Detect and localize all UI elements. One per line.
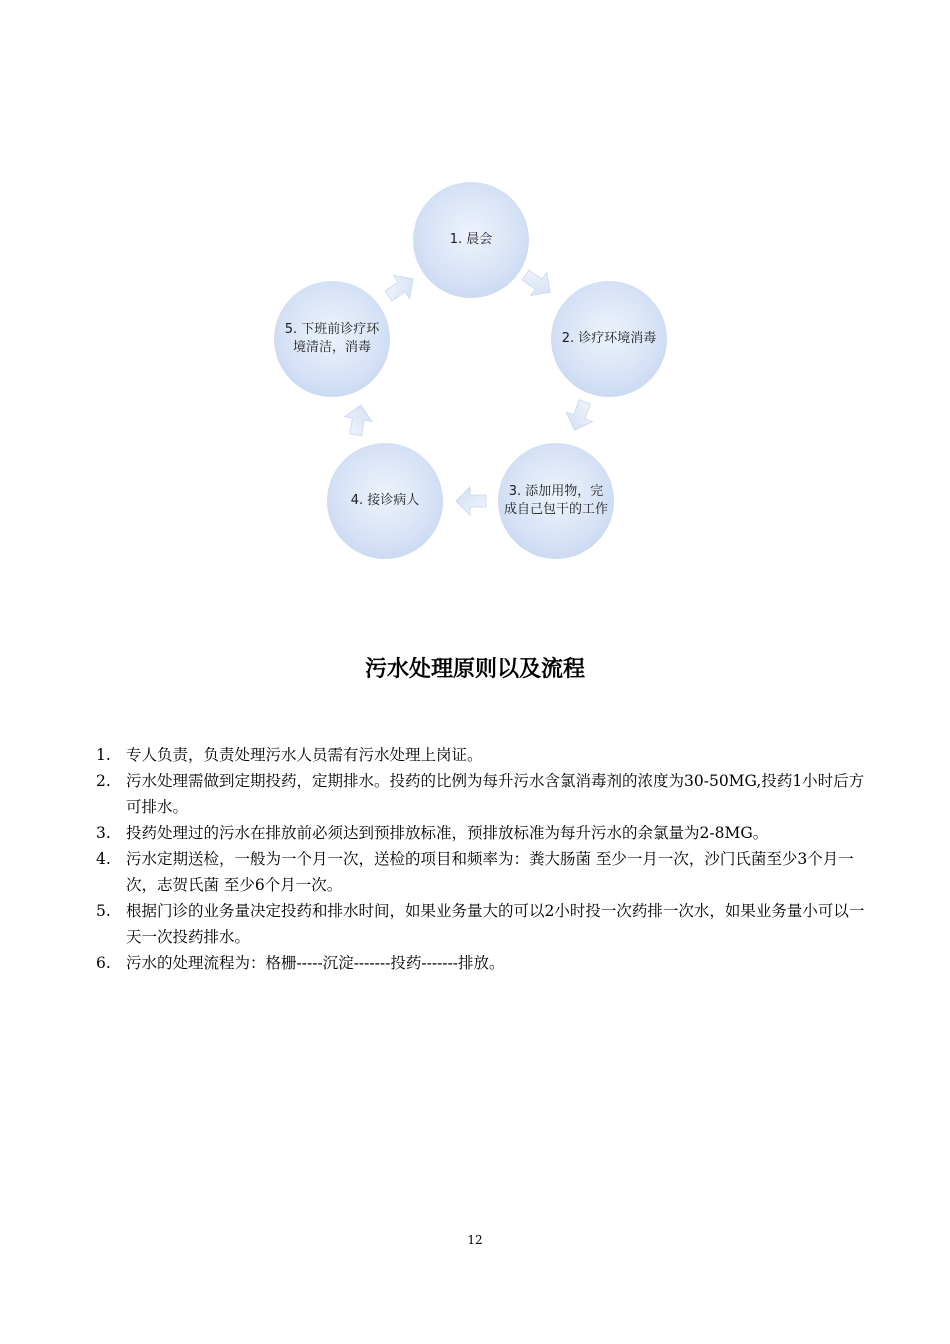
arrow-3-to-4 <box>456 487 486 515</box>
section-title: 污水处理原则以及流程 <box>364 657 585 682</box>
rules-list <box>96 742 866 976</box>
list-item: 3. 投药处理过的污水在排放前必须达到预排放标准，预排放标准为每升污水的余氯量为2-8MG。 <box>96 824 769 842</box>
node-4: 4. 接诊病人 <box>327 443 443 559</box>
arrow-1-to-2 <box>518 264 559 304</box>
arrow-5-to-1 <box>381 267 422 307</box>
page-number: 12 <box>467 1233 483 1247</box>
list-item: 1. 专人负责，负责处理污水人员需有污水处理上岗证。 <box>96 746 483 764</box>
node-2: 2. 诊疗环境消毒 <box>551 281 667 397</box>
arrow-4-to-5 <box>342 403 375 437</box>
node-1: 1. 晨会 <box>413 182 529 298</box>
process-cycle-diagram <box>260 175 680 565</box>
list-item: 2. 污水处理需做到定期投药，定期排水。投药的比例为每升污水含氯消毒剂的浓度为30-50MG,投药1小时后方可排水。 <box>96 772 865 816</box>
list-item: 6. 污水的处理流程为：格栅-----沉淀-------投药-------排放。 <box>96 954 505 972</box>
node-3: 3. 添加用物，完成自己包干的工作 <box>498 443 614 559</box>
list-item: 5. 根据门诊的业务量决定投药和排水时间，如果业务量大的可以2小时投一次药排一次水，如果业务量小可以一天一次投药排水。 <box>96 902 865 946</box>
arrow-2-to-3 <box>561 397 598 435</box>
node-5: 5. 下班前诊疗环境清洁，消毒 <box>274 281 390 397</box>
list-item: 4. 污水定期送检，一般为一个月一次，送检的项目和频率为：粪大肠菌 至少一月一次，沙门氏菌至少3个月一次，志贺氏菌 至少6个月一次。 <box>96 850 854 894</box>
